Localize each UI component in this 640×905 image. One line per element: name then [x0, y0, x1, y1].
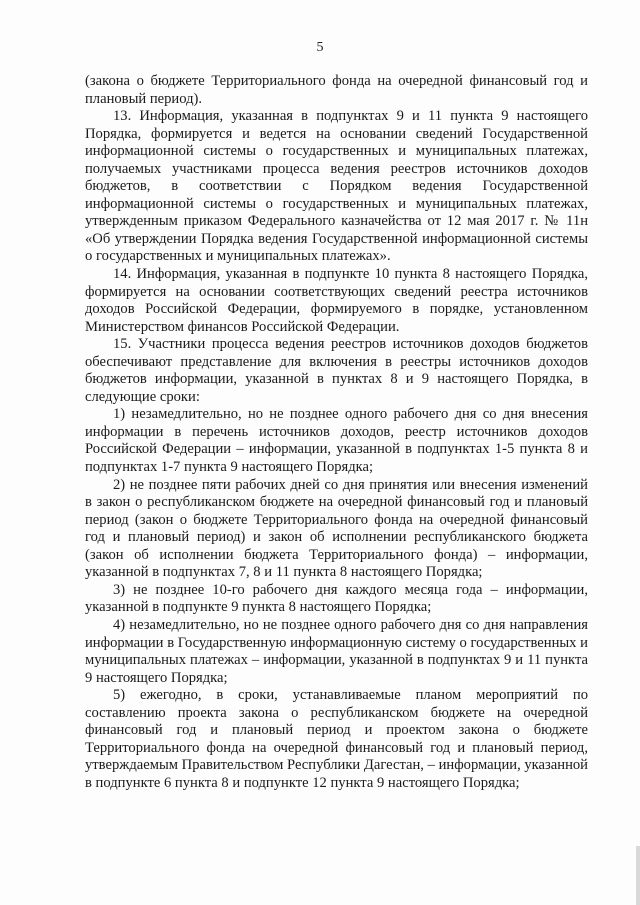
- paragraph-item-13: 13. Информация, указанная в подпунктах 9 и 11 пункта 9 настоящего Порядка, формируется и ведется на основании сведений Государственной информационной системы о государственных и муниципальных платежах, получаемых участниками процесса ведения реестров источников доходов бюджетов, в соответствии с Порядком ведения Государственной информационной системы о государственных и муниципальных платежах, утвержденным приказом Федерального казначейства от 12 мая 2017 г. № 11н «Об утверждении Порядка ведения Государственной информационной системы о государственных и муниципальных платежах».: [85, 108, 588, 265]
- paragraph-continuation: (закона о бюджете Территориального фонда на очередной финансовый год и плановый период).: [85, 73, 588, 107]
- page-number: 5: [316, 40, 324, 55]
- paragraph-subitem-4: 4) незамедлительно, но не позднее одного рабочего дня со дня направления информации в Государственную информационную систему о государственных и муниципальных платежах – информации, указанной в подпунктах 9 и 11 пункта 9 настоящего Порядка;: [85, 616, 588, 686]
- paragraph-subitem-1: 1) незамедлительно, но не позднее одного рабочего дня со дня внесения информации в перечень источников доходов, реестр источников доходов Российской Федерации – информации, указанной в подпунктах 1-5 пункта 8 и подпунктах 1-7 пункта 9 настоящего Порядка;: [85, 406, 588, 476]
- scan-edge-mark: [636, 846, 640, 905]
- paragraph-subitem-3: 3) не позднее 10-го рабочего дня каждого месяца года – информации, указанной в подпункте 9 пункта 8 настоящего Порядка;: [85, 581, 588, 616]
- paragraph-subitem-2: 2) не позднее пяти рабочих дней со дня принятия или внесения изменений в закон о республиканском бюджете на очередной финансовый год и плановый период (закон о бюджете Территориального фонда на очередной финансовый год и плановый период) и закон об исполнении республиканского бюджета (закон об исполнении бюджета Территориального фонда) – информации, указанной в подпунктах 7, 8 и 11 пункта 8 настоящего Порядка;: [85, 476, 588, 581]
- paragraph-item-15: 15. Участники процесса ведения реестров источников доходов бюджетов обеспечивают представление для включения в реестры источников доходов бюджетов информации, указанной в пунктах 8 и 9 настоящего Порядка, в следующие сроки:: [85, 336, 588, 405]
- paragraph-subitem-5: 5) ежегодно, в сроки, устанавливаемые планом мероприятий по составлению проекта закона о республиканском бюджете на очередной финансовый год и плановый период и проектом закона о бюджете Территориального фонда на очередной финансовый год и плановый период, утверждаемым Правительством Республики Дагестан, – информации, указанной в подпункте 6 пункта 8 и подпункте 12 пункта 9 настоящего Порядка;: [85, 687, 588, 791]
- paragraph-item-14: 14. Информация, указанная в подпункте 10 пункта 8 настоящего Порядка, формируется на основании соответствующих сведений реестра источников доходов Российской Федерации, формируемого в порядке, установленном Министерством финансов Российской Федерации.: [85, 266, 588, 335]
- document-body: [85, 73, 588, 792]
